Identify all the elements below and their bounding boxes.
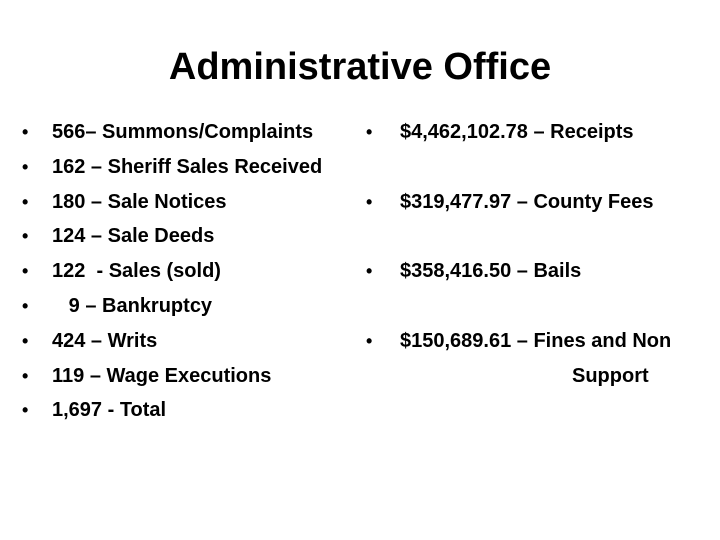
list-item bbox=[22, 185, 362, 220]
bullet-icon: • bbox=[22, 330, 29, 351]
list-item-text: $4,462,102.78 – Receipts bbox=[400, 121, 634, 143]
bullet-icon: • bbox=[22, 261, 29, 282]
left-bullet-list bbox=[22, 115, 362, 428]
list-item-text: $319,477.97 – County Fees bbox=[400, 190, 654, 213]
list-item-text: $150,689.61 – Fines and Non bbox=[400, 329, 672, 352]
list-item-text: 122 - Sales (sold) bbox=[52, 260, 221, 283]
list-item bbox=[22, 393, 362, 428]
list-item-text: $358,416.50 – Bails bbox=[400, 260, 582, 283]
list-item-text-continuation: Support bbox=[572, 364, 649, 387]
bullet-icon: • bbox=[366, 330, 373, 351]
bullet-icon: • bbox=[366, 191, 373, 212]
list-item-text: 162 – Sheriff Sales Received bbox=[52, 155, 323, 178]
list-item-text: 566– Summons/Complaints bbox=[52, 121, 314, 143]
list-item-text: 424 – Writs bbox=[52, 329, 158, 352]
list-item bbox=[22, 219, 362, 254]
bullet-icon: • bbox=[22, 365, 29, 386]
list-item-text: 180 – Sale Notices bbox=[52, 190, 227, 213]
list-item bbox=[22, 359, 362, 394]
list-item bbox=[22, 289, 362, 324]
list-item bbox=[22, 324, 362, 359]
bullet-icon: • bbox=[22, 226, 29, 247]
bullet-icon: • bbox=[22, 122, 29, 142]
bullet-icon: • bbox=[22, 295, 29, 316]
list-item bbox=[22, 254, 362, 289]
bullet-icon: • bbox=[22, 156, 29, 177]
bullet-icon: • bbox=[366, 122, 373, 142]
slide-title: Administrative Office bbox=[168, 46, 552, 88]
list-item-text: 119 – Wage Executions bbox=[52, 364, 272, 387]
list-item-text: 124 – Sale Deeds bbox=[52, 225, 215, 248]
bullet-icon: • bbox=[366, 261, 373, 282]
bullet-icon: • bbox=[22, 191, 29, 212]
list-item-text: 1,697 - Total bbox=[52, 399, 167, 422]
list-item bbox=[22, 150, 362, 185]
list-item bbox=[22, 115, 362, 150]
list-item-text: 9 – Bankruptcy bbox=[52, 294, 213, 317]
bullet-icon: • bbox=[22, 400, 29, 421]
